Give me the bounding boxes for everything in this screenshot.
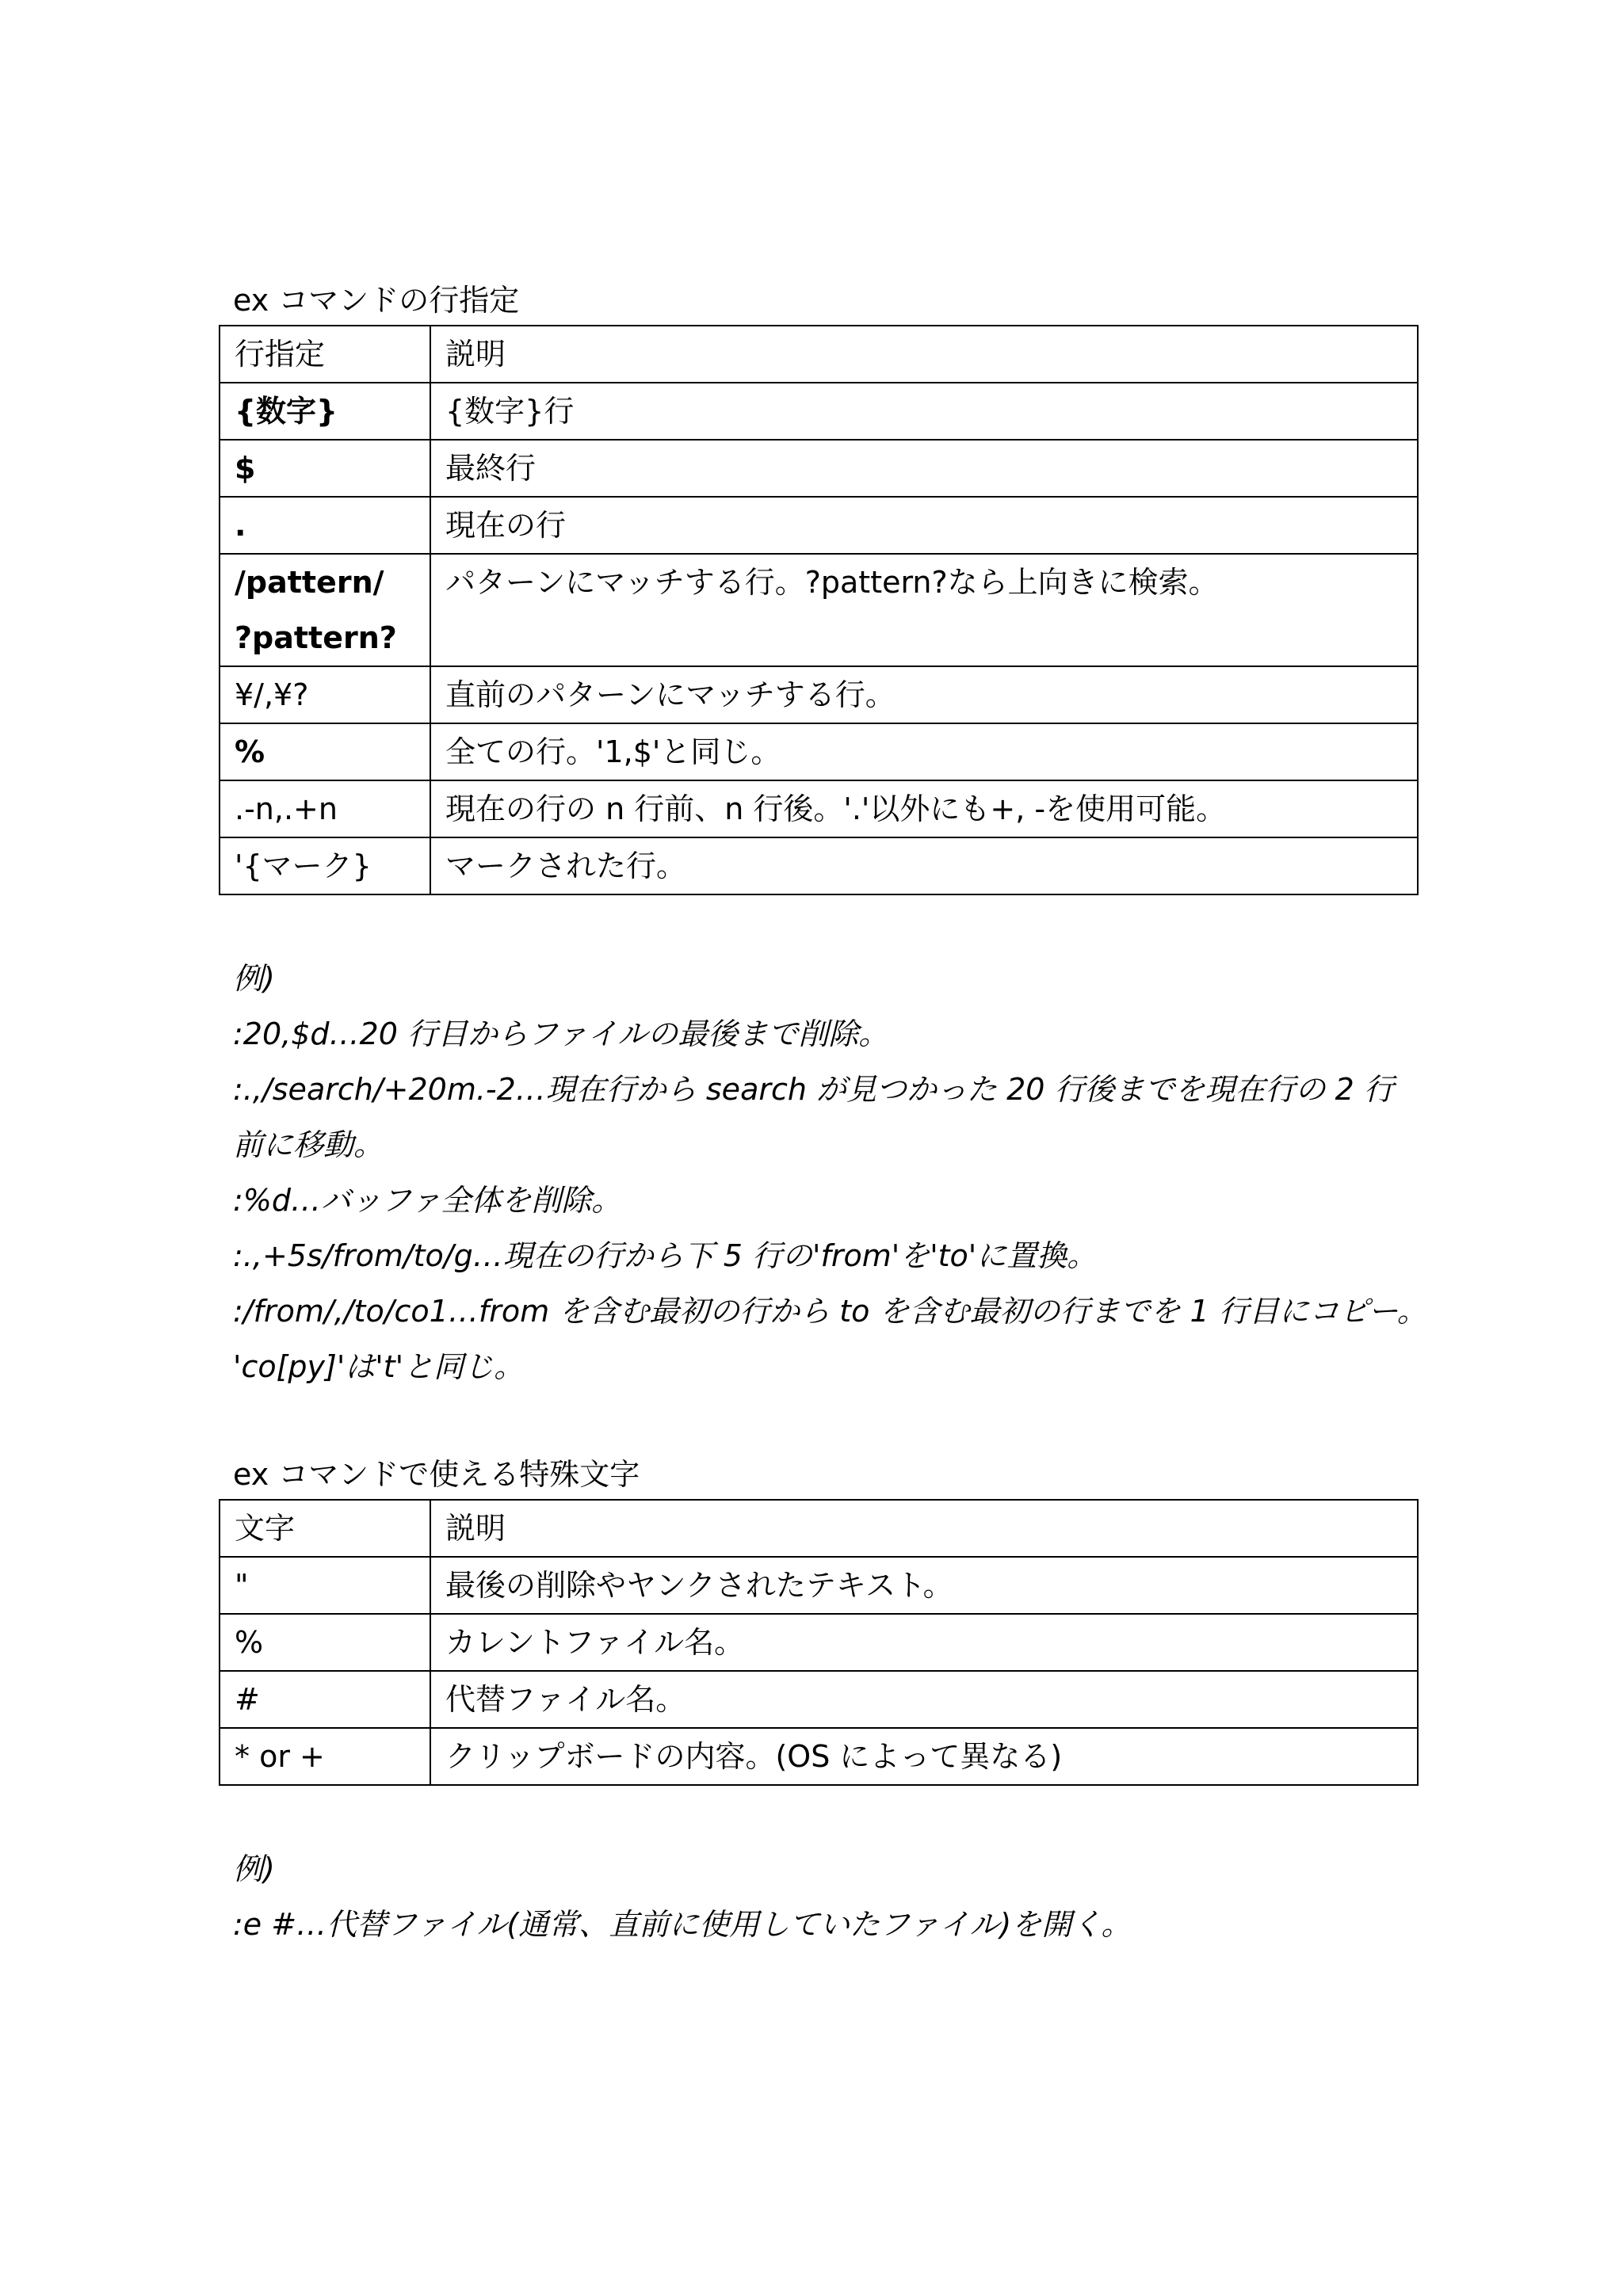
spec-cell: % [220,723,430,780]
table-row [220,1671,1418,1728]
examples-heading: 例) [233,1852,275,1886]
header-cell-desc: 説明 [430,326,1418,383]
example-line: :%d…バッファ全体を削除。 [233,1183,622,1218]
examples-block-2 [219,1841,1417,1952]
desc-cell: {数字}行 [430,383,1418,440]
table-row [220,1557,1418,1614]
spec-cell: . [220,497,430,554]
desc-cell: カレントファイル名。 [430,1614,1418,1671]
desc-cell: マークされた行。 [430,837,1418,894]
examples-block-1 [219,951,1427,1394]
examples-heading: 例) [233,961,275,996]
desc-cell: 現在の行 [430,497,1418,554]
line-spec-caption: ex コマンドの行指定 [233,283,520,318]
table-row [220,666,1418,723]
example-line: :/from/,/to/co1…from を含む最初の行から to を含む最初の行までを 1 行目にコピー。 [233,1294,1427,1329]
table-header-row [220,326,1418,383]
header-cell-desc: 説明 [430,1500,1418,1557]
header-cell-char: 文字 [220,1500,430,1557]
spacer [219,1394,1417,1450]
spec-cell: .-n,.+n [220,780,430,837]
special-chars-table [219,1499,1419,1786]
desc-cell: パターンにマッチする行。?pattern?なら上向きに検索。 [430,554,1418,666]
desc-cell: 直前のパターンにマッチする行。 [430,666,1418,723]
spec-line: ?pattern? [235,620,397,655]
spec-cell: ¥/,¥? [220,666,430,723]
table-row [220,780,1418,837]
example-line: :.,/search/+20m.-2…現在行から search が見つかった 20 行後までを現在行の 2 行 [233,1072,1394,1107]
line-spec-table [219,325,1419,895]
table-row [220,497,1418,554]
spec-line: /pattern/ [235,565,384,600]
table-row [220,723,1418,780]
spacer [219,895,1417,951]
spec-cell: '{マーク} [220,837,430,894]
desc-cell: 全ての行。'1,$'と同じ。 [430,723,1418,780]
table-row [220,554,1418,666]
example-line: 前に移動。 [233,1127,384,1162]
desc-cell: クリップボードの内容。(OS によって異なる) [430,1728,1418,1785]
example-line: :e #…代替ファイル(通常、直前に使用していたファイル)を開く。 [233,1907,1132,1942]
document-page [219,276,1427,1952]
table-row [220,440,1418,497]
spec-cell: {数字} [220,383,430,440]
special-chars-caption: ex コマンドで使える特殊文字 [233,1457,640,1492]
spec-cell: $ [220,440,430,497]
desc-cell: 代替ファイル名。 [430,1671,1418,1728]
char-cell: " [220,1557,430,1614]
table-row [220,383,1418,440]
table-row [220,1728,1418,1785]
header-cell-spec: 行指定 [220,326,430,383]
example-line: :20,$d…20 行目からファイルの最後まで削除。 [233,1016,889,1051]
desc-cell: 現在の行の n 行前、n 行後。'.'以外にも+, -を使用可能。 [430,780,1418,837]
table-header-row [220,1500,1418,1557]
spacer [219,1786,1417,1841]
desc-cell: 最後の削除やヤンクされたテキスト。 [430,1557,1418,1614]
spec-cell [220,554,430,666]
table-row [220,837,1418,894]
example-line: :.,+5s/from/to/g…現在の行から下 5 行の'from'を'to'に置換。 [233,1238,1098,1273]
example-line: 'co[py]'は't'と同じ。 [233,1349,525,1384]
char-cell: * or + [220,1728,430,1785]
table-row [220,1614,1418,1671]
char-cell: # [220,1671,430,1728]
desc-cell: 最終行 [430,440,1418,497]
char-cell: % [220,1614,430,1671]
